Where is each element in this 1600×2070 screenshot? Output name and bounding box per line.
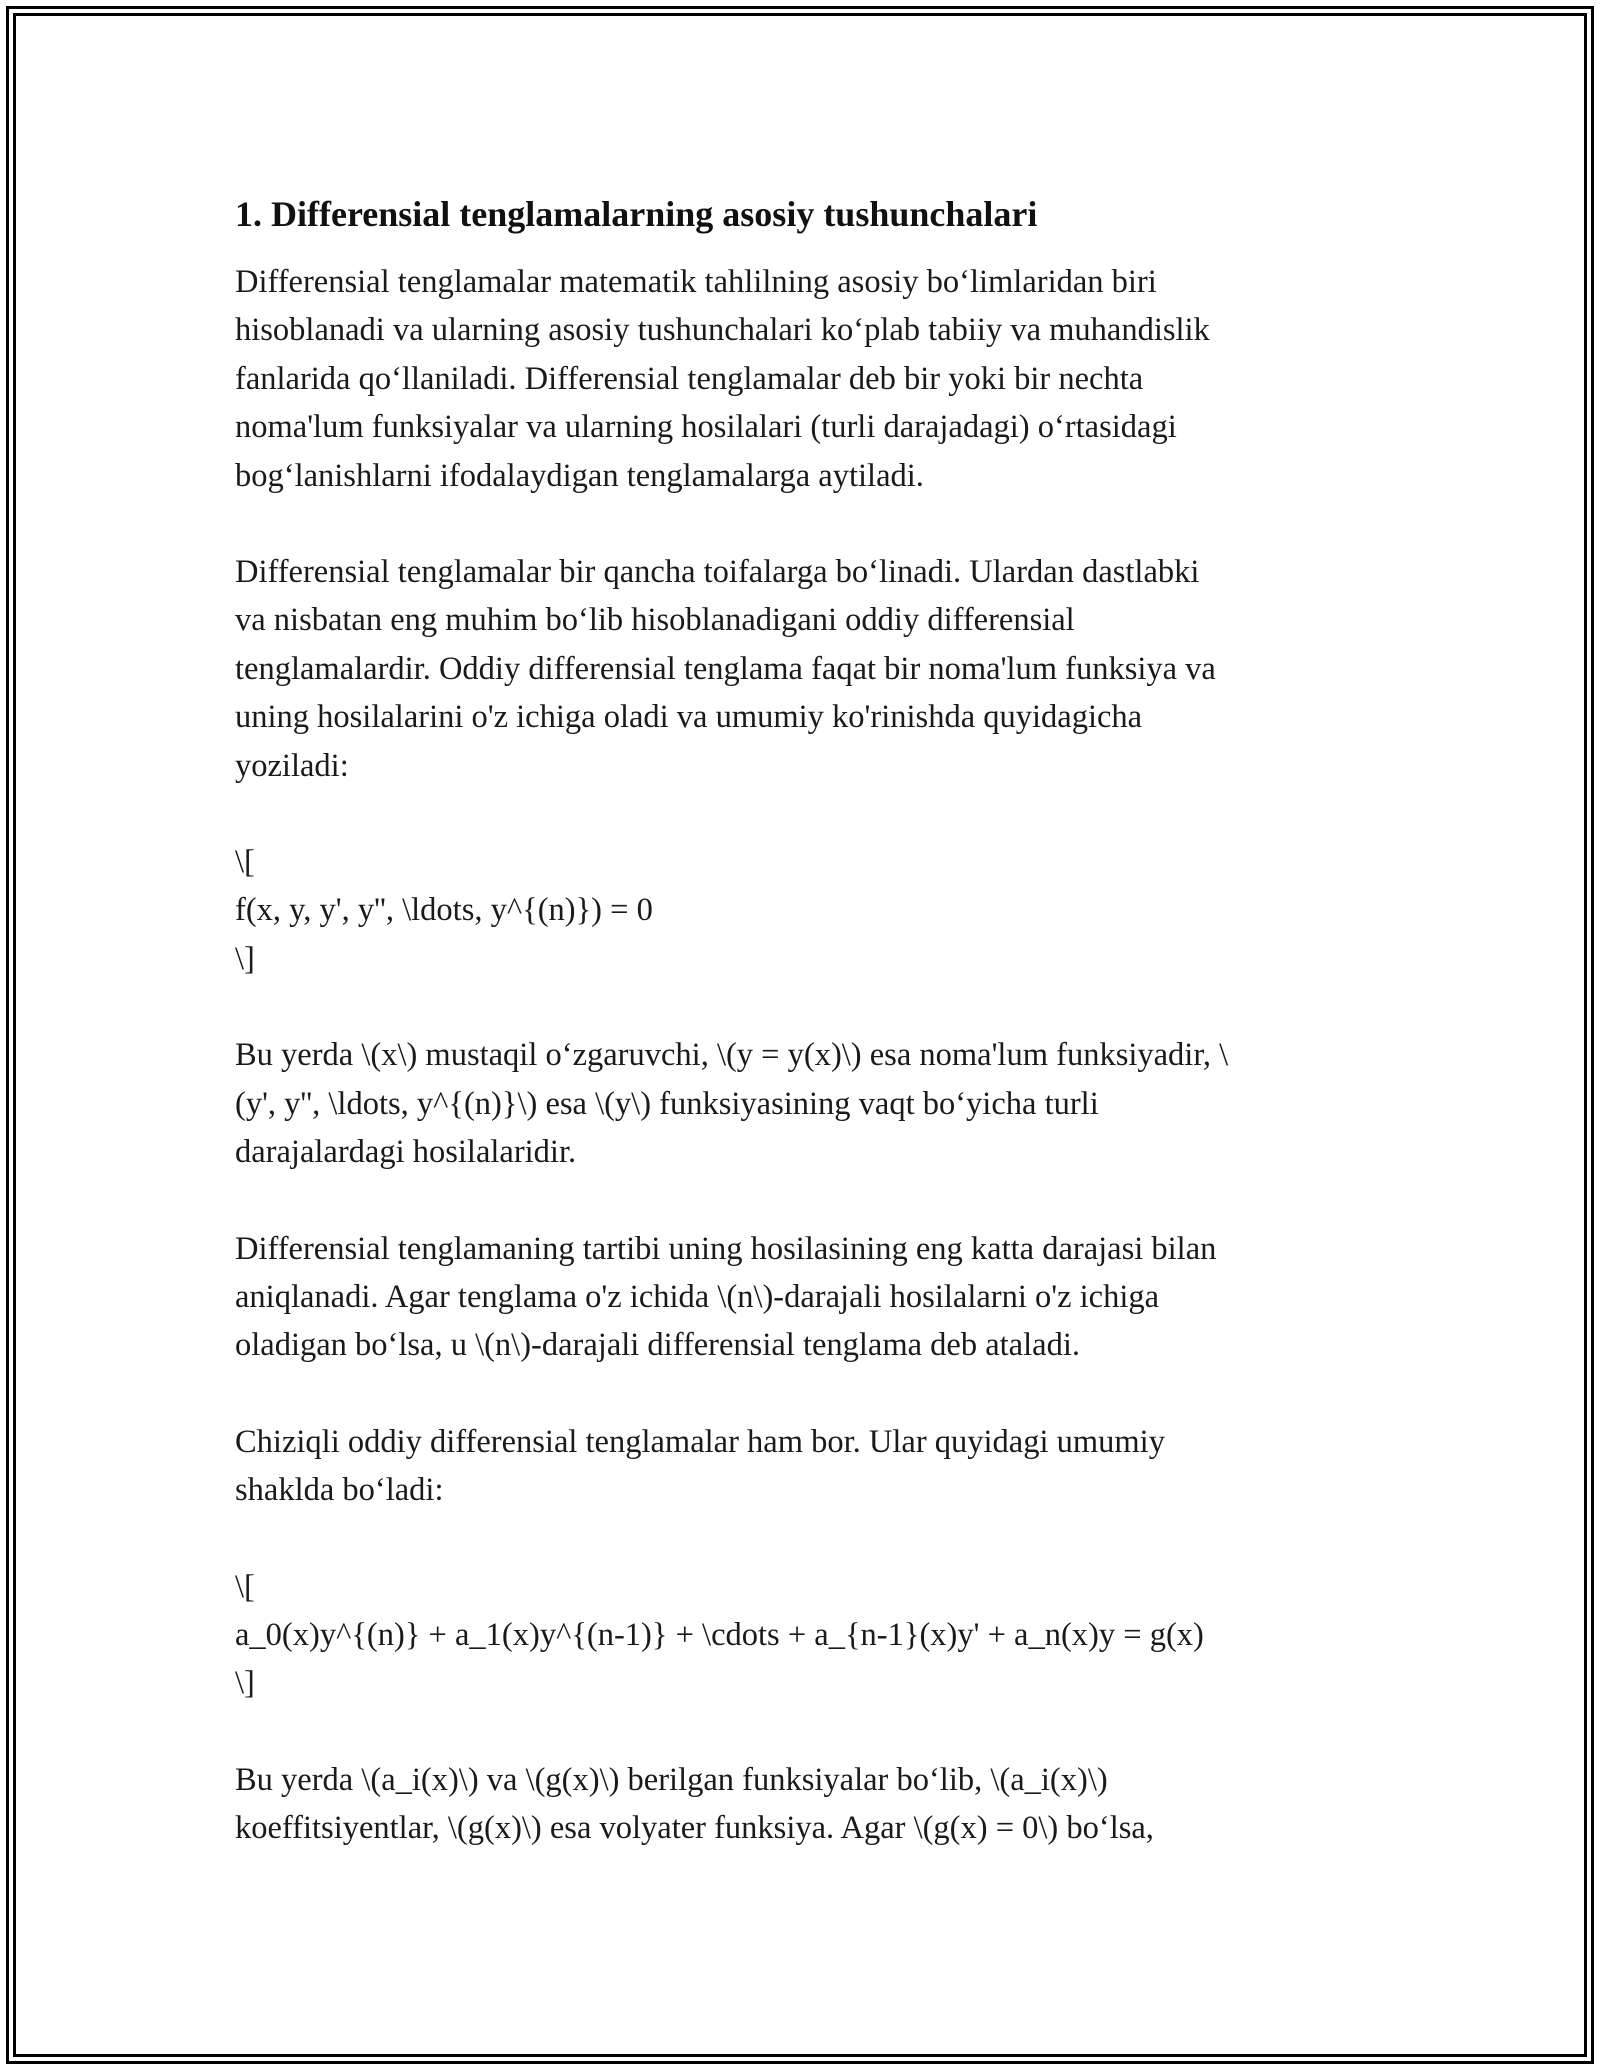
equation-close-delimiter: \] [235, 940, 255, 977]
text-line: Differensial tenglamalar matematik tahlilning asosiy bo‘limlaridan biri [235, 264, 1157, 300]
equation-close-delimiter: \] [235, 1665, 255, 1702]
text-line: darajalardagi hosilalaridir. [235, 1134, 577, 1171]
text-line: Bu yerda \(a_i(x)\) va \(g(x)\) berilgan funksiyalar bo‘lib, \(a_i(x)\) [235, 1761, 1108, 1798]
equation-body: f(x, y, y', y'', \ldots, y^{(n)}) = 0 [235, 892, 653, 929]
equation-body: a_0(x)y^{(n)} + a_1(x)y^{(n-1)} + \cdots + a_{n-1}(x)y' + a_n(x)y = g(x) [235, 1616, 1204, 1653]
text-line: fanlarida qo‘llaniladi. Differensial tenglamalar deb bir yoki bir nechta [235, 360, 1144, 397]
text-line: noma'lum funksiyalar va ularning hosilalari (turli darajadagi) o‘rtasidagi [235, 409, 1177, 446]
text-line: Bu yerda \(x\) mustaqil o‘zgaruvchi, \(y = y(x)\) esa noma'lum funksiyadir, \ [235, 1037, 1229, 1074]
equation-general-ode [235, 838, 1365, 983]
section-title: 1. Differensial tenglamalarning asosiy tushunchalari [235, 194, 1038, 234]
text-line: oladigan bo‘lsa, u \(n\)-darajali differensial tenglama deb ataladi. [235, 1327, 1080, 1364]
text-line: koeffitsiyentlar, \(g(x)\) esa volyater funksiya. Agar \(g(x) = 0\) bo‘lsa, [235, 1810, 1154, 1847]
paragraph-intro [235, 258, 1365, 500]
text-line: (y', y'', \ldots, y^{(n)}\) esa \(y\) funksiyasining vaqt bo‘yicha turli [235, 1085, 1099, 1122]
equation-linear-ode [235, 1563, 1365, 1708]
paragraph-coefficients [235, 1756, 1365, 1853]
text-line: Chiziqli oddiy differensial tenglamalar ham bor. Ular quyidagi umumiy [235, 1423, 1165, 1460]
document-body [235, 188, 1365, 1901]
paragraph-classification [235, 548, 1365, 790]
text-line: uning hosilalarini o'z ichiga oladi va umumiy ko'rinishda quyidagicha [235, 699, 1143, 736]
equation-open-delimiter: \[ [235, 844, 255, 881]
equation-open-delimiter: \[ [235, 1568, 255, 1605]
paragraph-order [235, 1225, 1365, 1370]
text-line: Differensial tenglamalar bir qancha toifalarga bo‘linadi. Ulardan dastlabki [235, 554, 1200, 591]
paragraph-variables [235, 1031, 1365, 1176]
text-line: yoziladi: [235, 747, 349, 784]
text-line: tenglamalardir. Oddiy differensial tenglama faqat bir noma'lum funksiya va [235, 650, 1216, 687]
text-line: va nisbatan eng muhim bo‘lib hisoblanadigani oddiy differensial [235, 602, 1075, 639]
text-line: bog‘lanishlarni ifodalaydigan tenglamalarga aytiladi. [235, 457, 924, 494]
text-line: hisoblanadi va ularning asosiy tushunchalari ko‘plab tabiiy va muhandislik [235, 312, 1210, 349]
paragraph-linear [235, 1418, 1365, 1515]
text-line: aniqlanadi. Agar tenglama o'z ichida \(n\)-darajali hosilalarni o'z ichiga [235, 1278, 1160, 1315]
text-line: Differensial tenglamaning tartibi uning hosilasining eng katta darajasi bilan [235, 1230, 1217, 1267]
text-line: shaklda bo‘ladi: [235, 1472, 444, 1509]
